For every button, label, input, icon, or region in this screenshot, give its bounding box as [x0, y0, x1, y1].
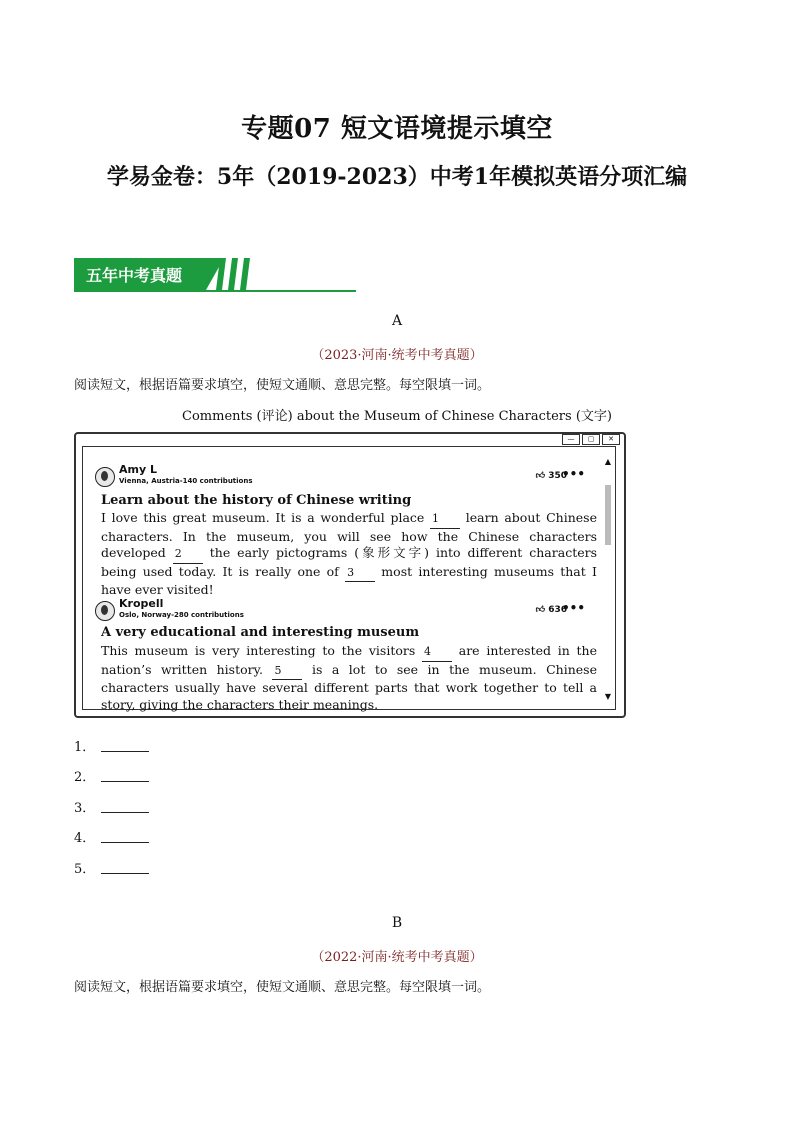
answer-row: [74, 852, 149, 883]
comment-text: are interested in the nation’s written history.: [101, 643, 597, 677]
blank-5: 5: [272, 663, 302, 681]
answer-row: [74, 730, 149, 761]
more-options-icon: •••: [561, 601, 585, 615]
answer-number: 2．: [74, 770, 96, 786]
part-b-letter: B: [391, 915, 403, 931]
section-label: 五年中考真题: [86, 266, 183, 285]
answer-number: 5．: [74, 861, 96, 877]
comments-panel: [82, 446, 616, 710]
banner-stripe: [240, 258, 250, 290]
part-b-source: （2022·河南·统考中考真题）: [311, 950, 483, 965]
comment-author: Amy L: [119, 463, 157, 476]
minimize-icon: —: [562, 434, 580, 445]
answer-number: 3．: [74, 800, 96, 816]
scroll-down-icon: ▼: [604, 692, 612, 701]
section-banner: [74, 258, 356, 292]
thumbs-up-icon: 👍︎: [535, 605, 546, 615]
passage-caption: Comments (评论) about the Museum of Chinese Characters (文字): [182, 409, 612, 424]
comment-body: [101, 510, 597, 599]
blank-2: 2: [173, 546, 203, 564]
scroll-thumb: [605, 485, 611, 545]
comment-body: [101, 643, 597, 713]
comments-window: [74, 432, 626, 718]
close-icon: ✕: [602, 434, 620, 445]
answer-number: 4．: [74, 831, 96, 847]
banner-stripe: [228, 258, 238, 290]
blank-3: 3: [345, 565, 375, 583]
scrollbar: [603, 457, 613, 701]
comment-text: This museum is very interesting to the visitors: [101, 643, 423, 658]
window-controls: [562, 434, 620, 445]
like-count-value: 350: [548, 471, 567, 481]
more-options-icon: •••: [561, 467, 585, 481]
comment-author: Kropell: [119, 597, 164, 610]
document-title: 专题07 短文语境提示填空: [241, 114, 553, 144]
answer-row: [74, 761, 149, 792]
answer-row: [74, 791, 149, 822]
document-subtitle: 学易金卷：5年（2019-2023）中考1年模拟英语分项汇编: [106, 164, 688, 190]
comment-author-meta: Vienna, Austria-140 contributions: [119, 477, 253, 485]
blank-1: 1: [430, 511, 460, 529]
comment-text: is a lot to see in the museum. Chinese characters usually have several different parts that work together to tell a story, giving the characters their meanings.: [101, 661, 597, 712]
answer-row: [74, 822, 149, 853]
maximize-icon: ▢: [582, 434, 600, 445]
comment-title: Learn about the history of Chinese writing: [101, 493, 412, 508]
comment-title: A very educational and interesting museum: [101, 625, 420, 640]
comment-text: I love this great museum. It is a wonderful place: [101, 510, 431, 525]
part-a-source: （2023·河南·统考中考真题）: [311, 348, 483, 363]
banner-underline: [74, 290, 356, 292]
part-b-instruction: 阅读短文，根据语篇要求填空，使短文通顺、意思完整。每空限填一词。: [74, 980, 491, 995]
answer-line[interactable]: [101, 739, 149, 752]
like-count-value: 636: [548, 605, 567, 615]
comment-text: learn about Chinese characters. In the museum, you will see how the Chinese characters developed: [101, 510, 597, 560]
part-a-letter: A: [391, 313, 403, 329]
answer-line[interactable]: [101, 800, 149, 813]
scroll-up-icon: ▲: [604, 457, 612, 466]
thumbs-up-icon: 👍︎: [535, 471, 546, 481]
answer-number: 1．: [74, 739, 96, 755]
answer-line[interactable]: [101, 769, 149, 782]
avatar: [95, 467, 115, 487]
blank-4: 4: [422, 644, 452, 662]
comment-author-meta: Oslo, Norway-280 contributions: [119, 611, 244, 619]
part-a-instruction: 阅读短文，根据语篇要求填空，使短文通顺、意思完整。每空限填一词。: [74, 378, 491, 393]
avatar: [95, 601, 115, 621]
comment-text: the early pictograms (象形文字) into different characters being used today. It is really one of: [101, 545, 597, 579]
answer-line[interactable]: [101, 861, 149, 874]
answer-line[interactable]: [101, 830, 149, 843]
comment-text: most interesting museums that I have ever visited!: [101, 563, 597, 597]
answer-list: [74, 730, 149, 883]
